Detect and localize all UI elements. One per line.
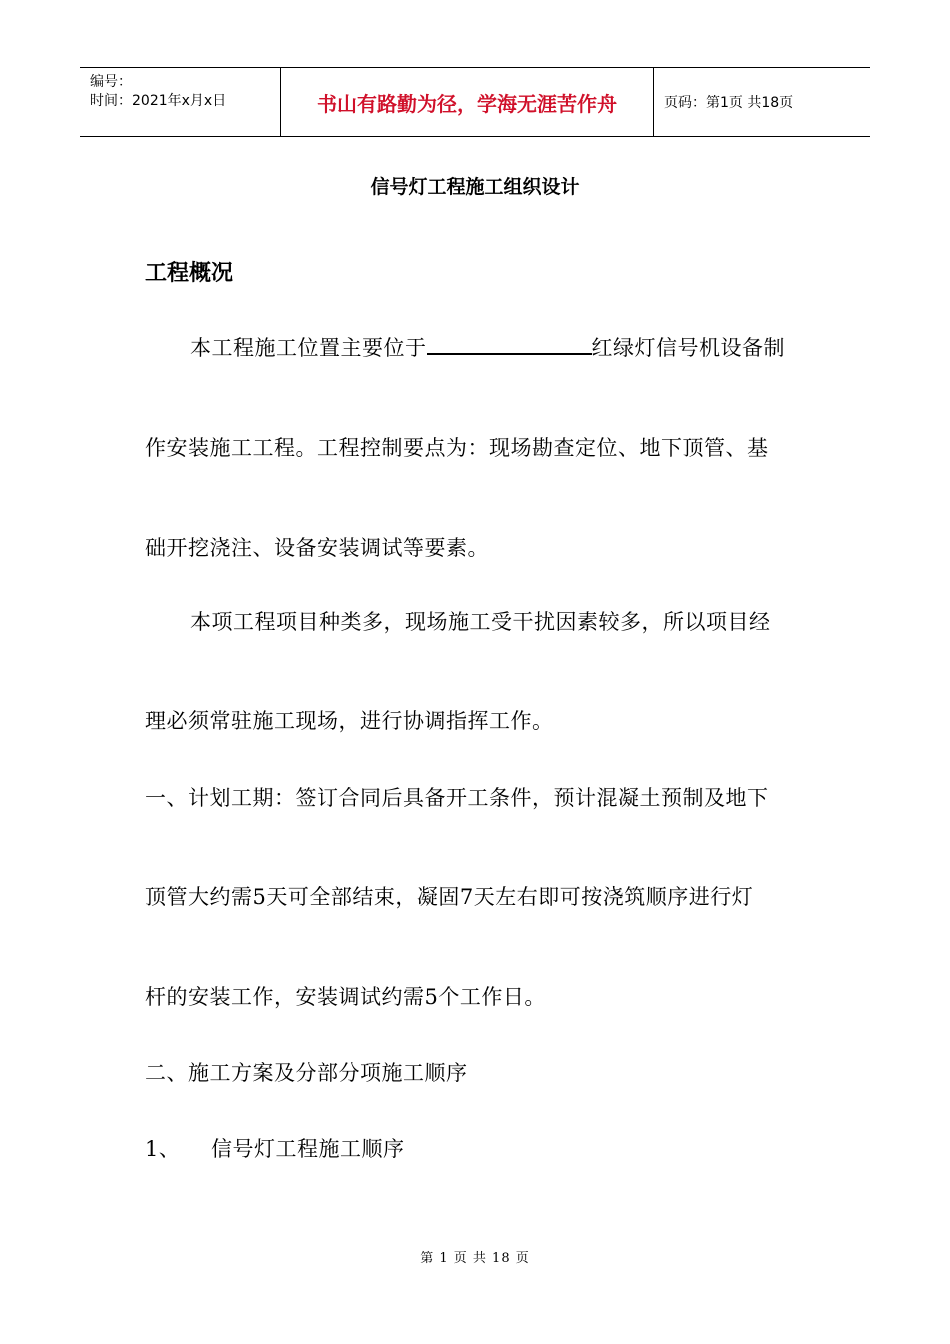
list-item-number: 1、 [145,1137,181,1161]
p1-text-after: 红绿灯信号机设备制 [591,336,785,360]
section-1-line-3: 杆的安装工作，安装调试约需5个工作日。 [145,985,546,1009]
paragraph-2-line-1: 本项工程项目种类多，现场施工受干扰因素较多，所以项目经 [190,610,771,634]
list-item-1 [145,1133,405,1163]
section-1-line-2: 顶管大约需5天可全部结束，凝固7天左右即可按浇筑顺序进行灯 [145,885,754,909]
header-motto: 书山有路勤为径，学海无涯苦作舟 [281,68,654,136]
paragraph-1-line-1 [190,332,785,362]
page-footer: 第 1 页 共 18 页 [420,1251,530,1266]
paragraph-1-line-3: 础开挖浇注、设备安装调试等要素。 [145,536,489,560]
section-heading-overview: 工程概况 [145,261,234,286]
header-info-cell [80,68,281,136]
p1-text-before: 本工程施工位置主要位于 [190,336,427,360]
time-label: 时间：2021年x月x日 [90,93,227,109]
section-1-line-1: 一、计划工期：签订合同后具备开工条件，预计混凝土预制及地下 [145,786,769,810]
section-2-heading: 二、施工方案及分部分项施工顺序 [145,1061,468,1085]
location-blank [427,333,592,355]
list-item-text: 信号灯工程施工顺序 [211,1137,405,1161]
paragraph-1-line-2: 作安装施工工程。工程控制要点为：现场勘查定位、地下顶管、基 [145,436,769,460]
number-label: 编号： [90,74,132,90]
header-page-info: 页码：第1页 共18页 [664,95,794,111]
document-title: 信号灯工程施工组织设计 [370,176,580,198]
page-header [80,67,870,137]
paragraph-2-line-2: 理必须常驻施工现场，进行协调指挥工作。 [145,709,554,733]
